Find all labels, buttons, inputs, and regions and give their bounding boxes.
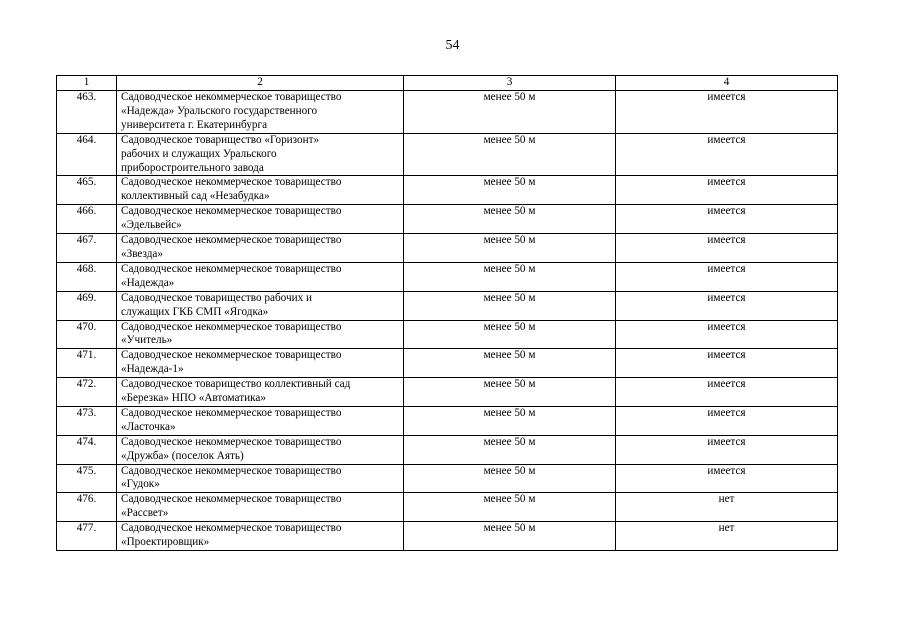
distance-value: менее 50 м <box>404 91 616 134</box>
distance-value: менее 50 м <box>404 234 616 263</box>
distance-value: менее 50 м <box>404 493 616 522</box>
table-header-row <box>57 76 838 91</box>
availability-value: имеется <box>616 406 838 435</box>
organization-name <box>117 464 404 493</box>
availability-value: имеется <box>616 91 838 134</box>
availability-value: нет <box>616 493 838 522</box>
organization-name <box>117 205 404 234</box>
organization-name <box>117 435 404 464</box>
distance-value: менее 50 м <box>404 406 616 435</box>
organization-name <box>117 133 404 176</box>
column-header-3: 3 <box>404 76 616 91</box>
table-row <box>57 176 838 205</box>
table-row <box>57 291 838 320</box>
organization-name-line: Садоводческое некоммерческое товарищество <box>121 406 342 419</box>
row-number: 469. <box>57 291 117 320</box>
organization-name <box>117 91 404 134</box>
organization-name-line: «Гудок» <box>121 478 160 491</box>
row-number: 472. <box>57 378 117 407</box>
availability-value: имеется <box>616 176 838 205</box>
distance-value: менее 50 м <box>404 349 616 378</box>
organization-name-line: Садоводческое товарищество рабочих и <box>121 291 312 304</box>
organization-name-line: Садоводческое некоммерческое товарищество <box>121 435 342 448</box>
distance-value: менее 50 м <box>404 522 616 551</box>
data-table <box>56 75 838 551</box>
organization-name-line: «Звезда» <box>121 247 163 260</box>
availability-value: имеется <box>616 262 838 291</box>
table-row <box>57 378 838 407</box>
organization-name-line: «Дружба» (поселок Аять) <box>121 449 244 462</box>
table-row <box>57 349 838 378</box>
row-number: 477. <box>57 522 117 551</box>
organization-name <box>117 493 404 522</box>
table-row <box>57 91 838 134</box>
column-header-4: 4 <box>616 76 838 91</box>
organization-name-line: университета г. Екатеринбурга <box>121 118 268 131</box>
organization-name-line: «Надежда-1» <box>121 363 184 376</box>
table-row <box>57 320 838 349</box>
availability-value: имеется <box>616 349 838 378</box>
distance-value: менее 50 м <box>404 176 616 205</box>
table-row <box>57 133 838 176</box>
organization-name-line: Садоводческое некоммерческое товарищество <box>121 262 342 275</box>
organization-name-line: Садоводческое товарищество «Горизонт» <box>121 133 320 146</box>
organization-name <box>117 176 404 205</box>
availability-value: имеется <box>616 234 838 263</box>
table-row <box>57 234 838 263</box>
distance-value: менее 50 м <box>404 435 616 464</box>
row-number: 468. <box>57 262 117 291</box>
organization-name <box>117 349 404 378</box>
organization-name-line: Садоводческое некоммерческое товарищество <box>121 91 342 103</box>
table-row <box>57 435 838 464</box>
organization-name-line: рабочих и служащих Уральского <box>121 147 277 160</box>
organization-name <box>117 291 404 320</box>
distance-value: менее 50 м <box>404 464 616 493</box>
row-number: 465. <box>57 176 117 205</box>
organization-name-line: «Надежда» Уральского государственного <box>121 104 318 117</box>
organization-name-line: Садоводческое некоммерческое товарищество <box>121 464 342 477</box>
distance-value: менее 50 м <box>404 133 616 176</box>
column-header-1: 1 <box>57 76 117 91</box>
organization-name <box>117 378 404 407</box>
distance-value: менее 50 м <box>404 378 616 407</box>
row-number: 463. <box>57 91 117 134</box>
organization-name <box>117 522 404 551</box>
distance-value: менее 50 м <box>404 205 616 234</box>
availability-value: имеется <box>616 133 838 176</box>
organization-name-line: «Проектировщик» <box>121 536 210 549</box>
organization-name <box>117 320 404 349</box>
distance-value: менее 50 м <box>404 291 616 320</box>
organization-name-line: коллективный сад «Незабудка» <box>121 190 270 203</box>
organization-name-line: Садоводческое некоммерческое товарищество <box>121 320 342 333</box>
row-number: 466. <box>57 205 117 234</box>
organization-name-line: Садоводческое некоммерческое товарищество <box>121 176 342 189</box>
organization-name-line: Садоводческое товарищество коллективный сад <box>121 378 351 391</box>
organization-name <box>117 406 404 435</box>
row-number: 473. <box>57 406 117 435</box>
availability-value: имеется <box>616 378 838 407</box>
organization-name-line: «Эдельвейс» <box>121 219 182 232</box>
table-row <box>57 406 838 435</box>
table-row <box>57 205 838 234</box>
row-number: 476. <box>57 493 117 522</box>
table-row <box>57 262 838 291</box>
row-number: 471. <box>57 349 117 378</box>
distance-value: менее 50 м <box>404 320 616 349</box>
page-number: 54 <box>445 38 460 53</box>
organization-name-line: «Надежда» <box>121 276 175 289</box>
row-number: 467. <box>57 234 117 263</box>
table-row <box>57 493 838 522</box>
organization-name-line: Садоводческое некоммерческое товарищество <box>121 522 342 535</box>
distance-value: менее 50 м <box>404 262 616 291</box>
organization-name-line: «Рассвет» <box>121 507 169 520</box>
row-number: 475. <box>57 464 117 493</box>
availability-value: имеется <box>616 435 838 464</box>
row-number: 474. <box>57 435 117 464</box>
organization-name-line: «Ласточка» <box>121 420 176 433</box>
availability-value: имеется <box>616 320 838 349</box>
availability-value: имеется <box>616 205 838 234</box>
organization-name <box>117 262 404 291</box>
row-number: 464. <box>57 133 117 176</box>
row-number: 470. <box>57 320 117 349</box>
organization-name <box>117 234 404 263</box>
organization-name-line: Садоводческое некоммерческое товарищество <box>121 349 342 362</box>
table-row <box>57 464 838 493</box>
organization-name-line: Садоводческое некоммерческое товарищество <box>121 205 342 218</box>
organization-name-line: Садоводческое некоммерческое товарищество <box>121 234 342 247</box>
organization-name-line: приборостроительного завода <box>121 161 264 174</box>
organization-name-line: «Березка» НПО «Автоматика» <box>121 392 266 405</box>
availability-value: имеется <box>616 291 838 320</box>
availability-value: нет <box>616 522 838 551</box>
organization-name-line: служащих ГКБ СМП «Ягодка» <box>121 305 269 318</box>
table-body <box>57 91 838 551</box>
organization-name-line: Садоводческое некоммерческое товарищество <box>121 493 342 506</box>
column-header-2: 2 <box>117 76 404 91</box>
table-row <box>57 522 838 551</box>
availability-value: имеется <box>616 464 838 493</box>
organization-name-line: «Учитель» <box>121 334 173 347</box>
